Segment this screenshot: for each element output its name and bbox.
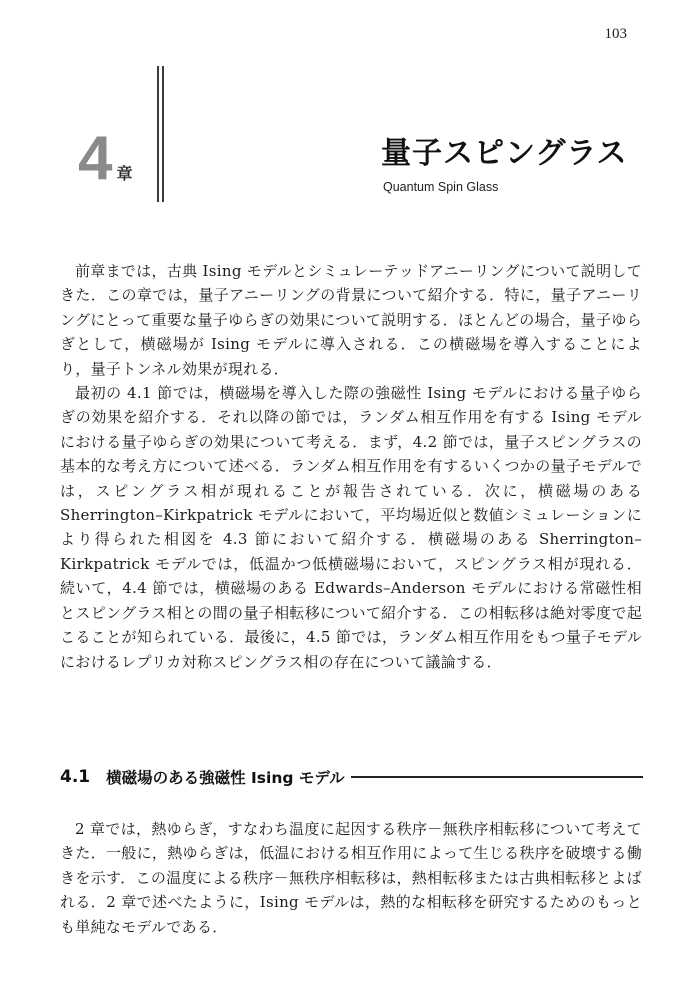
chapter-title: 量子スピングラス xyxy=(381,136,628,171)
section-heading xyxy=(60,766,643,788)
section-body xyxy=(60,817,642,939)
intro-paragraph: 最初の 4.1 節では，横磁場を導入した際の強磁性 Ising モデルにおける量子ゆらぎの効果を紹介する．それ以降の節では，ランダム相互作用を有する Ising モデルにおける量子ゆらぎの効果について考える．まず，4.2 節では，量子スピングラスの基本的な考え方について述べる．ランダム相互作用を有するいくつかの量子モデルでは，スピングラス相が現れることが報告されている．次に，横磁場のある Sherrington–Kirkpatrick モデルにおいて，平均場近似と数値シミュレーションにより得られた相図を 4.3 節において紹介する．横磁場のある Sherrington–Kirkpatrick モデルでは，低温かつ低横磁場において，スピングラス相が現れる．続いて，4.4 節では，横磁場のある Edwards–Anderson モデルにおける常磁性相とスピングラス相との間の量子相転移について紹介する．この相転移は絶対零度で起こることが知られている．最後に，4.5 節では，ランダム相互作用をもつ量子モデルにおけるレプリカ対称スピングラス相の存在について議論する． xyxy=(60,384,642,671)
chapter-number: 4 xyxy=(78,124,113,193)
intro-paragraph: 前章までは，古典 Ising モデルとシミュレーテッドアニーリングについて説明してきた．この章では，量子アニーリングの背景について紹介する．特に，量子アニーリングにとって重要な量子ゆらぎの効果について説明する．ほとんどの場合，量子ゆらぎとして，横磁場が Ising モデルに導入される．この横磁場を導入することにより，量子トンネル効果が現れる． xyxy=(60,262,642,378)
chapter-label xyxy=(78,124,133,193)
chapter-suffix: 章 xyxy=(116,164,133,183)
chapter-divider-line xyxy=(157,66,159,202)
section-title: 横磁場のある強磁性 Ising モデル xyxy=(106,769,345,787)
page-number: 103 xyxy=(604,26,627,42)
chapter-intro xyxy=(60,259,642,674)
chapter-subtitle: Quantum Spin Glass xyxy=(383,180,499,194)
section-number: 4.1 xyxy=(60,767,91,787)
section-paragraph: 2 章では，熱ゆらぎ，すなわち温度に起因する秩序－無秩序相転移について考えてきた．一般に，熱ゆらぎは，低温における相互作用によって生じる秩序を破壊する働きを示す．この温度による秩序－無秩序相転移は，熱相転移または古典相転移とよばれる．2 章で述べたように，Ising モデルは，熱的な相転移を研究するためのもっとも単純なモデルである． xyxy=(60,820,642,936)
section-rule xyxy=(351,776,643,778)
chapter-divider-line xyxy=(162,66,164,202)
